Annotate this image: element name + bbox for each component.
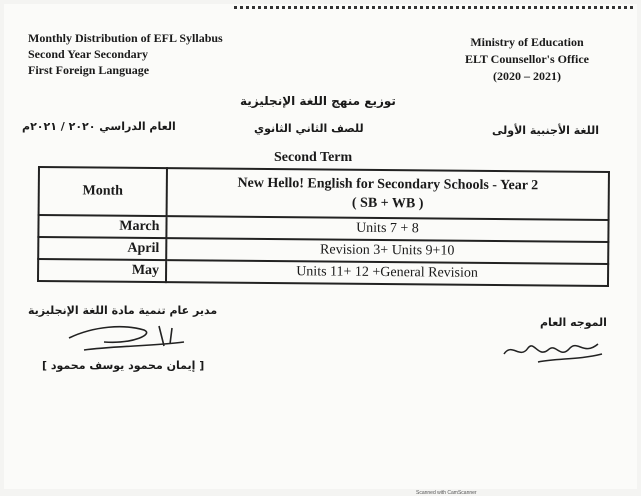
book-title: New Hello! English for Secondary Schools - Year 2 <box>237 175 539 194</box>
header-right <box>442 34 612 85</box>
ministry-label: Ministry of Education <box>470 35 584 49</box>
arabic-year: العام الدراسي ٢٠٢٠ / ٢٠٢١م <box>22 120 176 133</box>
right-signature-scribble <box>498 330 608 370</box>
syllabus-title: Monthly Distribution of EFL Syllabus <box>28 31 223 45</box>
office-label: ELT Counsellor's Office <box>464 52 589 66</box>
language-label: First Foreign Language <box>28 63 150 77</box>
month-cell: April <box>38 237 166 260</box>
left-signatory-name: [ إيمان محمود يوسف محمود ] <box>42 359 205 372</box>
document-page <box>4 4 637 496</box>
table-header-row <box>39 167 609 220</box>
arabic-title: توزيع منهج اللغة الإنجليزية <box>240 94 396 108</box>
book-sub: ( SB + WB ) <box>351 195 424 212</box>
book-header <box>167 168 609 220</box>
units-cell: Units 7 + 8 <box>166 216 608 242</box>
dotted-border <box>234 6 633 13</box>
arabic-subject: اللغة الأجنبية الأولى <box>492 124 600 137</box>
units-cell: Units 11+ 12 +General Revision <box>166 260 608 286</box>
left-signatory-title: مدير عام تنمية مادة اللغة الإنجليزية <box>28 304 218 317</box>
table-row <box>38 259 608 286</box>
left-signature-scribble <box>64 316 194 356</box>
school-year: (2020 – 2021) <box>493 69 561 83</box>
arabic-grade: للصف الثاني الثانوي <box>254 122 364 135</box>
scanner-watermark: Scanned with CamScanner <box>416 490 477 496</box>
distribution-table <box>37 166 610 287</box>
term-title: Second Term <box>274 150 353 165</box>
month-header: Month <box>39 167 167 216</box>
month-cell: May <box>38 259 166 282</box>
units-cell: Revision 3+ Units 9+10 <box>166 238 608 264</box>
right-signatory-title: الموجه العام <box>540 316 607 329</box>
month-cell: March <box>38 215 166 238</box>
grade-label: Second Year Secondary <box>28 47 148 61</box>
header-left <box>28 30 223 78</box>
